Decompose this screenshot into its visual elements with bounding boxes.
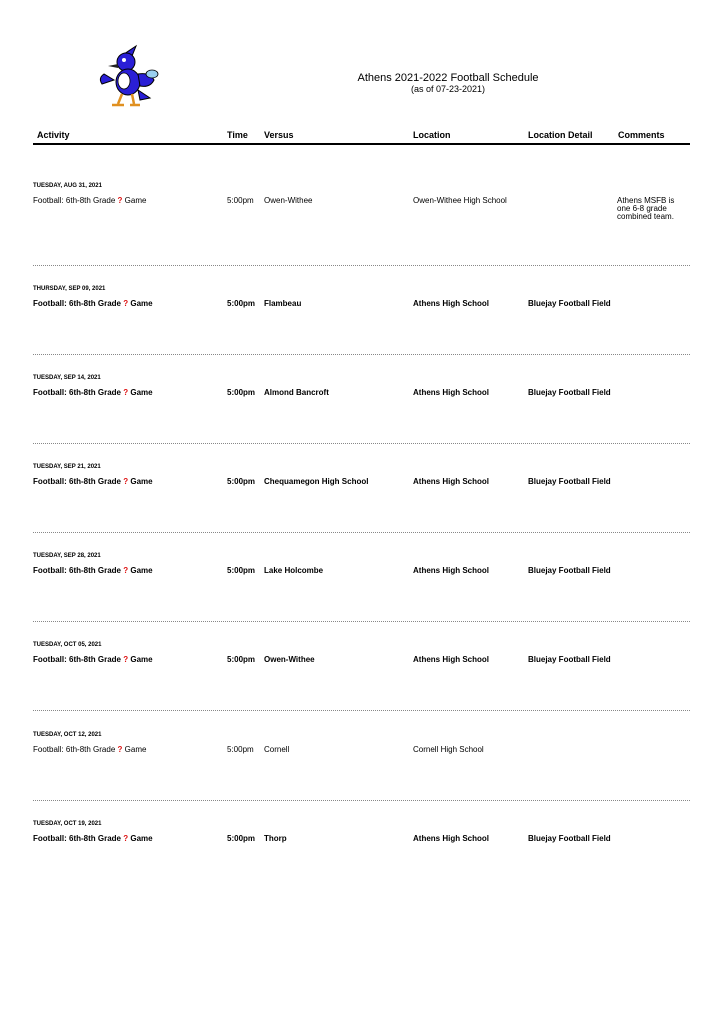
event-type: Game [130,477,153,486]
time-cell: 5:00pm [227,299,256,308]
activity-label: Football: 6th-8th Grade [33,745,116,754]
unknown-level-marker: ? [123,834,129,843]
location-cell: Owen-Withee High School [413,196,507,205]
activity-cell [33,746,146,754]
activity-cell [33,478,153,486]
activity-cell [33,197,146,205]
location-cell: Athens High School [413,388,489,397]
activity-label: Football: 6th-8th Grade [33,655,121,664]
location-cell: Athens High School [413,299,489,308]
row-separator [33,443,690,444]
event-type: Game [124,196,147,205]
location-cell: Cornell High School [413,745,484,754]
location-cell: Athens High School [413,566,489,575]
activity-cell [33,656,153,664]
comment-cell: Athens MSFB is one 6-8 grade combined team. [617,196,675,221]
event-type: Game [130,388,153,397]
time-cell: 5:00pm [227,566,256,575]
location-cell: Athens High School [413,477,489,486]
unknown-level-marker: ? [123,566,129,575]
activity-cell [33,567,153,575]
time-cell: 5:00pm [227,834,256,843]
time-cell: 5:00pm [227,477,256,486]
page-subtitle: (as of 07-23-2021) [410,84,486,94]
activity-label: Football: 6th-8th Grade [33,834,121,843]
opponent-cell: Owen-Withee [264,196,313,205]
opponent-cell: Flambeau [264,299,302,308]
location-detail-cell: Bluejay Football Field [528,388,611,397]
game-date: TUESDAY, SEP 21, 2021 [33,464,101,470]
opponent-cell: Lake Holcombe [264,566,324,575]
row-separator [33,710,690,711]
unknown-level-marker: ? [123,388,129,397]
game-date: TUESDAY, AUG 31, 2021 [33,183,102,189]
bluejay-mascot-logo [94,44,166,110]
time-cell: 5:00pm [227,745,254,754]
column-header-time: Time [227,130,248,140]
opponent-cell: Owen-Withee [264,655,315,664]
activity-label: Football: 6th-8th Grade [33,388,121,397]
unknown-level-marker: ? [123,477,129,486]
activity-label: Football: 6th-8th Grade [33,299,121,308]
game-date: TUESDAY, OCT 12, 2021 [33,732,102,738]
location-detail-cell: Bluejay Football Field [528,566,611,575]
unknown-level-marker: ? [117,196,123,205]
event-type: Game [130,834,153,843]
location-detail-cell: Bluejay Football Field [528,477,611,486]
unknown-level-marker: ? [123,299,129,308]
time-cell: 5:00pm [227,196,254,205]
activity-label: Football: 6th-8th Grade [33,566,121,575]
page-title: Athens 2021-2022 Football Schedule [357,72,539,84]
row-separator [33,354,690,355]
row-separator [33,621,690,622]
time-cell: 5:00pm [227,655,256,664]
row-separator [33,532,690,533]
event-type: Game [130,655,153,664]
opponent-cell: Chequamegon High School [264,477,369,486]
column-header-location: Location [413,130,451,140]
activity-cell [33,389,153,397]
location-cell: Athens High School [413,655,489,664]
game-date: TUESDAY, SEP 14, 2021 [33,375,101,381]
location-detail-cell: Bluejay Football Field [528,834,611,843]
game-date: TUESDAY, OCT 05, 2021 [33,642,102,648]
activity-cell [33,835,153,843]
column-header-comments: Comments [618,130,665,140]
header-rule [33,143,690,145]
opponent-cell: Thorp [264,834,287,843]
event-type: Game [124,745,147,754]
unknown-level-marker: ? [117,745,123,754]
event-type: Game [130,566,153,575]
row-separator [33,265,690,266]
location-cell: Athens High School [413,834,489,843]
opponent-cell: Almond Bancroft [264,388,329,397]
location-detail-cell: Bluejay Football Field [528,299,611,308]
event-type: Game [130,299,153,308]
time-cell: 5:00pm [227,388,256,397]
column-header-activity: Activity [37,130,70,140]
activity-label: Football: 6th-8th Grade [33,196,116,205]
column-header-location-detail: Location Detail [528,130,593,140]
game-date: TUESDAY, OCT 19, 2021 [33,821,102,827]
game-date: TUESDAY, SEP 28, 2021 [33,553,101,559]
game-date: THURSDAY, SEP 09, 2021 [33,286,106,292]
row-separator [33,800,690,801]
activity-label: Football: 6th-8th Grade [33,477,121,486]
opponent-cell: Cornell [264,745,290,754]
unknown-level-marker: ? [123,655,129,664]
location-detail-cell: Bluejay Football Field [528,655,611,664]
column-header-versus: Versus [264,130,294,140]
activity-cell [33,300,153,308]
